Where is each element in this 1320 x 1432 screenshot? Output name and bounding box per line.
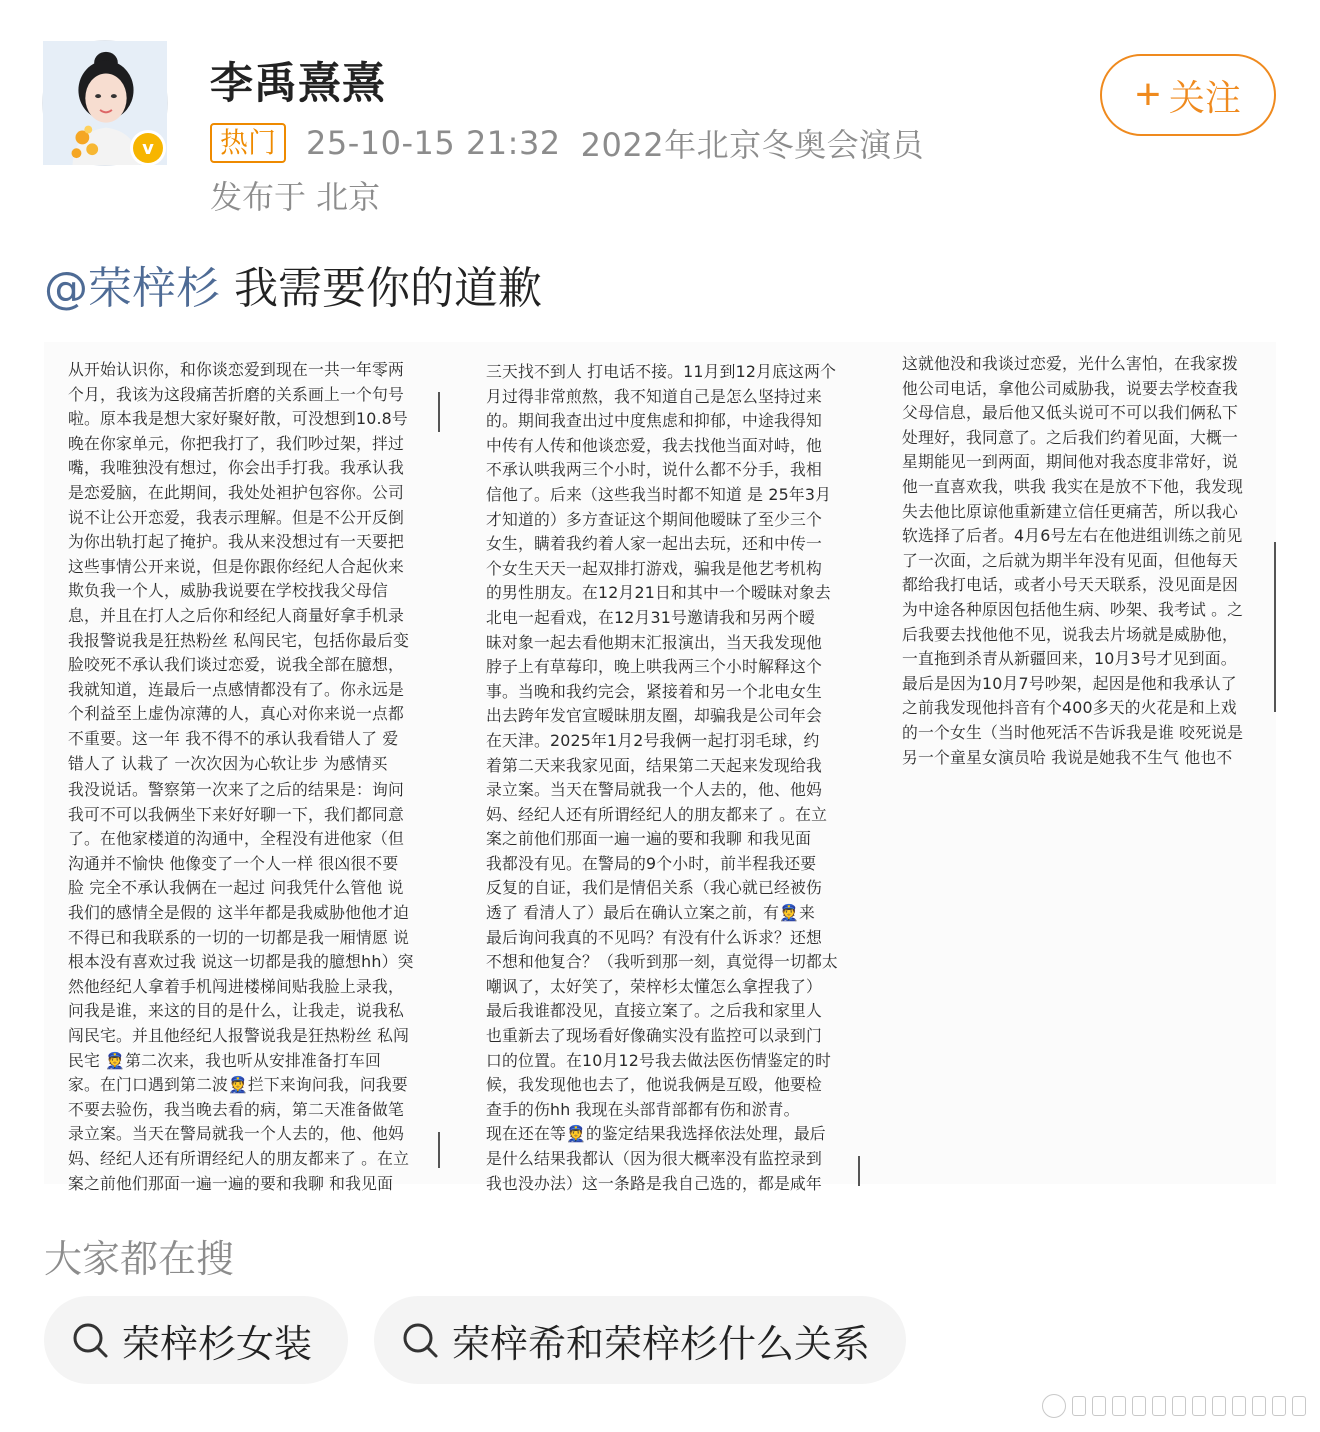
image-text-line: 妈、经纪人还有所谓经纪人的朋友都来了 。在立 — [486, 804, 828, 824]
post-body: 我需要你的道歉 — [234, 263, 542, 314]
image-text-line: 嘴，我唯独没有想过，你会出手打我。我承认我 — [68, 458, 404, 478]
text-column-2-top — [486, 360, 838, 775]
image-text-line: 候，我发现他也去了，他说我俩是互殴，他要检 — [486, 1075, 822, 1095]
image-text-line: 在天津。2025年1月2号我俩一起打羽毛球，约 — [486, 730, 820, 750]
image-text-line: 查手的伤hh 我现在头部背部都有伤和淤青。 — [486, 1099, 800, 1119]
image-text-line: 的。期间我查出过中度焦虑和抑郁，中途我得知 — [486, 411, 822, 431]
search-suggestions — [44, 1296, 906, 1384]
image-text-line: 反复的自证，我们是情侣关系（我心就已经被伤 — [486, 878, 822, 898]
image-text-line: 案之前他们那面一遍一遍的要和我聊 和我见面 — [68, 1173, 394, 1193]
image-text-line: 昧对象一起去看他期末汇报演出，当天我发现他 — [486, 632, 822, 652]
image-text-line: 是恋爱脑，在此期间，我处处袒护包容你。公司 — [68, 482, 404, 502]
image-text-line: 处理好，我同意了。之后我们约着见面，大概一 — [902, 427, 1238, 447]
post-text — [44, 252, 542, 316]
image-text-line: 现在还在等👮的鉴定结果我选择依法处理，最后 — [486, 1124, 826, 1144]
username[interactable]: 李禹熹熹 — [210, 59, 386, 109]
image-text-line: 也重新去了现场看好像确实没有监控可以录到门 — [486, 1025, 822, 1045]
image-text-line: 晚在你家单元，你把我打了，我们吵过架，拌过 — [68, 433, 404, 453]
image-text-line: 透了 看清人了）最后在确认立案之前，有👮来 — [486, 902, 816, 922]
image-text-line: 都给我打电话，或者小号天天联系，没见面是因 — [902, 575, 1238, 595]
image-text-line: 这些事情公开来说，但是你跟你经纪人合起伙来 — [68, 556, 404, 576]
image-text-line: 个月，我该为这段痛苦折磨的关系画上一个句号 — [68, 384, 404, 404]
post-image[interactable] — [44, 342, 1276, 1193]
image-text-line: 女生，瞒着我约着人家一起出去玩，还和中传一 — [486, 534, 822, 554]
image-text-line: 我就知道，连最后一点感情都没有了。你永远是 — [68, 679, 404, 699]
post-time: 25-10-15 21:32 — [306, 124, 561, 162]
image-text-line: 根本没有喜欢过我 说这一切都是我的臆想hh）突 — [68, 952, 414, 972]
image-text-line: 后我要去找他他不见，说我去片场就是威胁他， — [902, 624, 1238, 644]
watermark — [1042, 1394, 1306, 1418]
image-text-line: 一直拖到杀青从新疆回来，10月3号才见到面。 — [902, 649, 1237, 669]
image-text-line: 北电一起看戏，在12月31号邀请我和另两个暧 — [486, 607, 815, 627]
image-text-line: 我也没办法）这一条路是我自己选的，都是咸年 — [486, 1173, 822, 1193]
scrollbar-4 — [1274, 542, 1276, 712]
image-text-line: 息，并且在打人之后你和经纪人商量好拿手机录 — [68, 605, 404, 625]
image-text-line: 脸咬死不承认我们谈过恋爱，说我全部在臆想， — [68, 655, 404, 675]
text-column-2-bottom — [486, 778, 838, 1193]
image-text-line: 个利益至上虚伪凉薄的人，真心对你来说一点都 — [68, 704, 404, 724]
image-text-line: 三天找不到人 打电话不接。11月到12月底这两个 — [486, 362, 837, 381]
image-text-line: 另一个童星女演员哈 我说是她我不生气 他也不 — [902, 747, 1233, 767]
image-text-line: 欺负我一个人，威胁我说要在学校找我父母信 — [68, 581, 388, 601]
image-text-line: 之前我发现他抖音有个400多天的火花是和上戏 — [902, 698, 1237, 718]
post-meta — [210, 120, 924, 166]
image-text-line: 我报警说我是狂热粉丝 私闯民宅，包括你最后变 — [68, 630, 410, 650]
search-suggestion-1[interactable] — [44, 1296, 348, 1384]
image-text-line: 脖子上有草莓印，晚上哄我两三个小时解释这个 — [486, 657, 822, 677]
image-text-line: 录立案。当天在警局就我一个人去的，他、他妈 — [486, 780, 822, 799]
image-text-line: 闯民宅。并且他经纪人报警说我是狂热粉丝 私闯 — [68, 1025, 410, 1045]
image-text-line: 的一个女生（当时他死活不告诉我是谁 咬死说是 — [902, 722, 1244, 742]
follow-button[interactable] — [1100, 54, 1276, 136]
image-text-line: 是什么结果我都认（因为很大概率没有监控录到 — [486, 1148, 822, 1168]
image-text-line: 我都没有见。在警局的9个小时，前半程我还要 — [486, 853, 817, 873]
image-text-line: 星期能见一到两面，期间他对我态度非常好，说 — [902, 452, 1238, 472]
search-suggestion-label: 荣梓希和荣梓杉什么关系 — [452, 1321, 871, 1366]
post-location: 发布于 北京 — [210, 178, 381, 216]
image-text-line: 口的位置。在10月12号我去做法医伤情鉴定的时 — [486, 1050, 831, 1070]
image-text-line: 最后询问我真的不见吗？有没有什么诉求？还想 — [486, 927, 822, 947]
image-text-line: 为你出轨打起了掩护。我从来没想过有一天要把 — [68, 532, 404, 552]
search-icon — [70, 1320, 110, 1360]
image-text-line: 事。当晚和我约完会，紧接着和另一个北电女生 — [486, 681, 822, 701]
image-text-line: 信他了。后来（这些我当时都不知道 是 25年3月 — [486, 484, 832, 504]
image-text-line: 软选择了后者。4月6号左右在他进组训练之前见 — [902, 526, 1243, 546]
image-text-line: 录立案。当天在警局就我一个人去的，他、他妈 — [68, 1124, 404, 1144]
scrollbar-2 — [438, 1132, 440, 1168]
image-text-line: 然他经纪人拿着手机闯进楼梯间贴我脸上录我， — [68, 976, 404, 996]
image-text-line: 我没说话。警察第一次来了之后的结果是：询问 — [68, 780, 404, 799]
text-column-1-top — [68, 358, 420, 773]
text-column-1-bottom — [68, 778, 420, 1193]
image-text-line: 不重要。这一年 我不得不的承认我看错人了 爱 — [68, 728, 399, 748]
image-text-line: 他公司电话，拿他公司威胁我，说要去学校查我 — [902, 378, 1238, 398]
image-text-line: 不想和他复合？（我听到那一刻，真觉得一切都太 — [486, 952, 838, 972]
image-text-line: 了一次面，之后就为期半年没有见面，但他每天 — [902, 550, 1238, 570]
text-column-3 — [902, 352, 1254, 768]
search-icon — [400, 1320, 440, 1360]
image-text-line: 我可不可以我俩坐下来好好聊一下，我们都同意 — [68, 804, 404, 824]
plus-icon: + — [1135, 70, 1161, 119]
mention-link[interactable]: @荣梓杉 — [44, 263, 220, 314]
image-text-line: 错人了 认栽了 一次次因为心软让步 为感情买 — [68, 753, 388, 773]
image-text-line: 着第二天来我家见面，结果第二天起来发现给我 — [486, 755, 822, 775]
image-text-line: 嘲讽了，太好笑了，荣梓杉太懂怎么拿捏我了） — [486, 976, 822, 996]
scrollbar-3 — [858, 1156, 860, 1186]
image-text-line: 问我是谁，来这的目的是什么，让我走，说我私 — [68, 1001, 404, 1021]
image-text-line: 案之前他们那面一遍一遍的要和我聊 和我见面 — [486, 829, 812, 849]
verified-badge-icon: v — [130, 130, 166, 166]
hot-badge: 热门 — [210, 123, 286, 163]
image-text-line: 才知道的）多方查证这个期间他暧昧了至少三个 — [486, 509, 822, 529]
image-text-line: 脸 完全不承认我俩在一起过 问我凭什么管他 说 — [68, 878, 404, 898]
image-text-line: 个女生天天一起双排打游戏，骗我是他艺考机构 — [486, 558, 822, 578]
image-text-line: 从开始认识你，和你谈恋爱到现在一共一年零两 — [68, 360, 404, 379]
image-text-line: 妈、经纪人还有所谓经纪人的朋友都来了 。在立 — [68, 1148, 410, 1168]
image-text-line: 我们的感情全是假的 这半年都是我威胁他他才迫 — [68, 902, 410, 922]
image-text-line: 的男性朋友。在12月21日和其中一个暧昧对象去 — [486, 583, 831, 603]
search-suggestion-2[interactable] — [374, 1296, 906, 1384]
search-section-title: 大家都在搜 — [44, 1237, 235, 1281]
scrollbar-1 — [438, 392, 440, 432]
user-title: 2022年北京冬奥会演员 — [580, 126, 925, 164]
image-text-line: 中传有人传和他谈恋爱，我去找他当面对峙，他 — [486, 435, 822, 455]
image-text-line: 民宅 👮第二次来，我也听从安排准备打车回 — [68, 1050, 382, 1070]
image-text-line: 他一直喜欢我，哄我 我实在是放不下他，我发现 — [902, 476, 1244, 496]
search-suggestion-label: 荣梓杉女装 — [122, 1321, 313, 1366]
image-text-line: 为中途各种原因包括他生病、吵架、我考试 。之 — [902, 599, 1244, 619]
image-text-line: 不承认哄我两三个小时，说什么都不分手，我相 — [486, 460, 822, 480]
image-text-line: 了。在他家楼道的沟通中，全程没有进他家（但 — [68, 829, 404, 849]
image-text-line: 不要去验伤，我当晚去看的病，第二天准备做笔 — [68, 1099, 404, 1119]
image-text-line: 啦。原本我是想大家好聚好散，可没想到10.8号 — [68, 409, 408, 429]
image-text-line: 家。在门口遇到第二波👮拦下来询问我，问我要 — [68, 1075, 408, 1095]
image-text-line: 这就他没和我谈过恋爱，光什么害怕，在我家拨 — [902, 354, 1238, 373]
image-text-line: 失去他比原谅他重新建立信任更痛苦，所以我心 — [902, 501, 1238, 521]
image-text-line: 说不让公开恋爱，我表示理解。但是不公开反倒 — [68, 507, 404, 527]
image-text-line: 沟通并不愉快 他像变了一个人一样 很凶很不要 — [68, 853, 399, 873]
follow-label: 关注 — [1168, 76, 1241, 118]
image-text-line: 出去跨年发官宣暧昧朋友圈，却骗我是公司年会 — [486, 706, 822, 726]
image-text-line: 父母信息，最后他又低头说可不可以我们俩私下 — [902, 403, 1238, 423]
image-text-line: 月过得非常煎熬，我不知道自己是怎么坚持过来 — [486, 386, 822, 406]
image-text-line: 最后是因为10月7号吵架，起因是他和我承认了 — [902, 673, 1237, 693]
image-text-line: 最后我谁都没见，直接立案了。之后我和家里人 — [486, 1001, 822, 1021]
image-text-line: 不得已和我联系的一切的一切都是我一厢情愿 说 — [68, 927, 410, 947]
